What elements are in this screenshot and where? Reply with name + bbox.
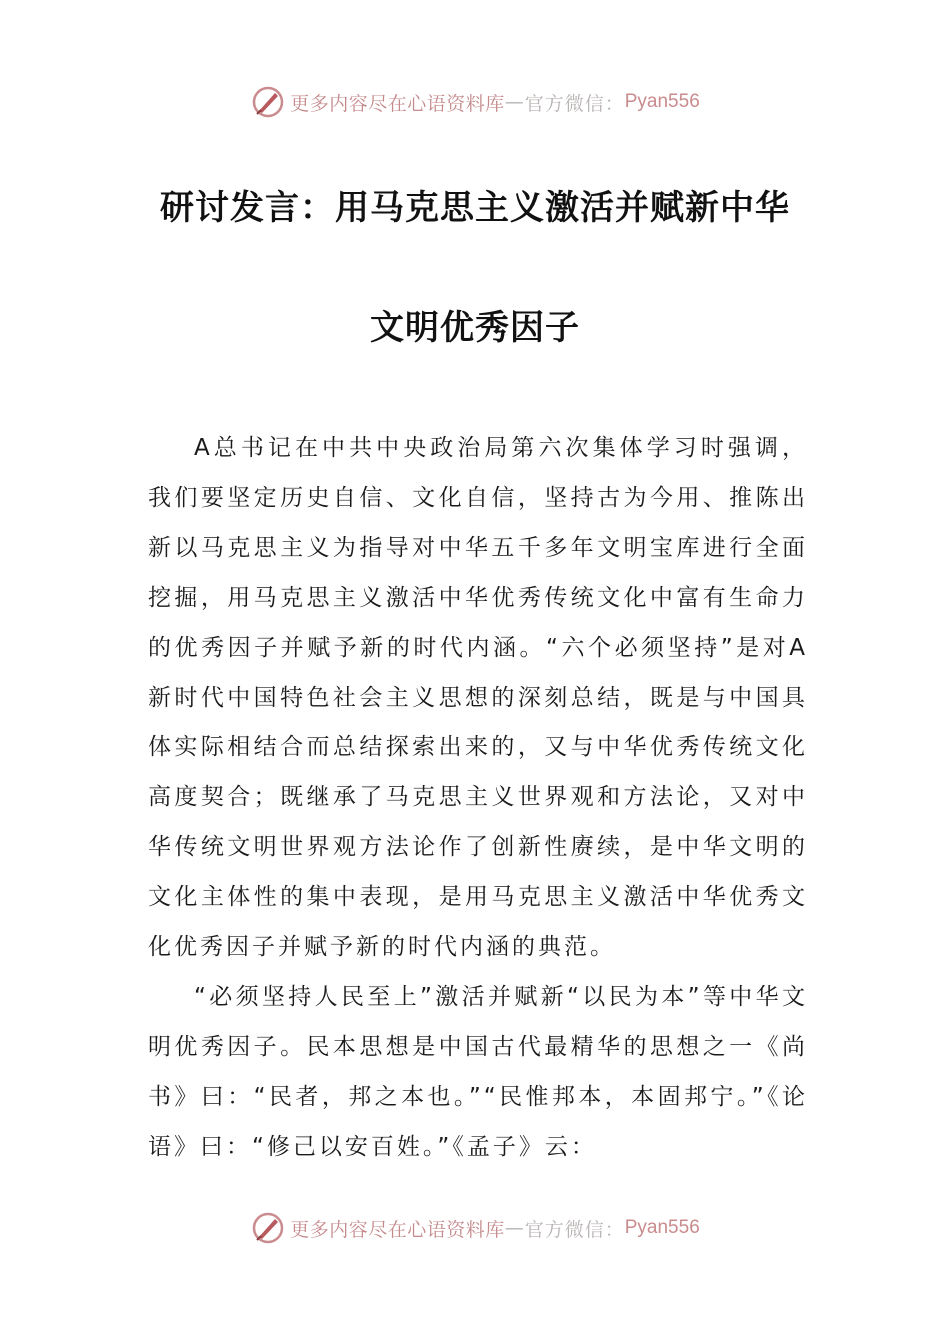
quill-logo-icon — [250, 84, 286, 120]
document-body — [148, 424, 808, 1173]
watermark-brand: 更多内容尽在心语资料库 — [290, 92, 505, 115]
watermark-separator: — — [504, 91, 525, 113]
paragraph-1: A总书记在中共中央政治局第六次集体学习时强调，我们要坚定历史自信、文化自信，坚持古为今用、推陈出新以马克思主义为指导对中华五千多年文明宝库进行全面挖掘，用马克思主义激活中华优秀传统文化中富有生命力的优秀因子并赋予新的时代内涵。“六个必须坚持”是对A新时代中国特色社会主义思想的深刻总结，既是与中国具体实际相结合而总结探索出来的，又与中华优秀传统文化高度契合；既继承了马克思主义世界观和方法论，又对中华传统文明世界观方法论作了创新性赓续，是中华文明的文化主体性的集中表现，是用马克思主义激活中华优秀文化优秀因子并赋予新的时代内涵的典范。 — [148, 435, 808, 961]
document-title-line-2: 文明优秀因子 — [370, 308, 580, 348]
watermark-separator: — — [504, 1217, 525, 1239]
header-watermark — [0, 82, 950, 122]
watermark-wechat-id: Pyan556 — [624, 1217, 700, 1238]
watermark-brand: 更多内容尽在心语资料库 — [290, 1218, 505, 1241]
watermark-wechat-label: 官方微信： — [524, 1218, 625, 1241]
paragraph-2: “必须坚持人民至上”激活并赋新“以民为本”等中华文明优秀因子。民本思想是中国古代最精华的思想之一《尚书》曰：“民者，邦之本也。”“民惟邦本，本固邦宁。”《论语》曰：“修己以安百姓。”《孟子》云： — [148, 983, 808, 1160]
quill-logo-icon — [250, 1210, 286, 1246]
document-title-line-1: 研讨发言：用马克思主义激活并赋新中华 — [160, 188, 790, 228]
footer-watermark — [0, 1208, 950, 1248]
watermark-wechat-label: 官方微信： — [524, 92, 625, 115]
watermark-wechat-id: Pyan556 — [624, 91, 700, 112]
